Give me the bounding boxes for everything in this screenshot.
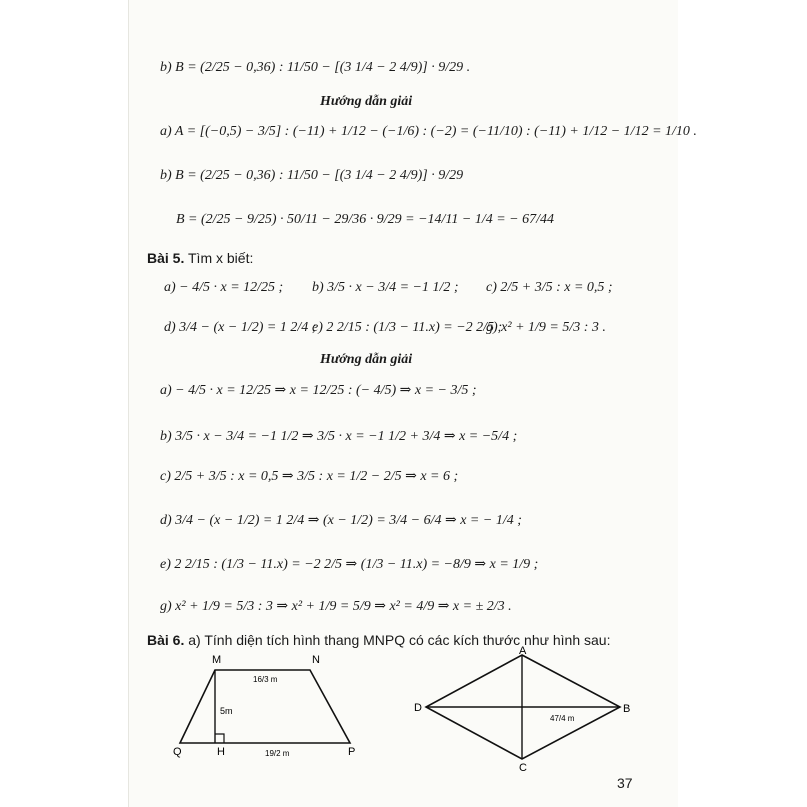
ex5-solution-g: g) x² + 1/9 = 5/3 : 3 ⇒ x² + 1/9 = 5/9 ⇒ x² = 4/9 ⇒ x = ± 2/3 . [160,599,512,614]
label-C: C [519,762,527,774]
ex5-solution-c: c) 2/5 + 3/5 : x = 0,5 ⇒ 3/5 : x = 1/2 − 2/5 ⇒ x = 6 ; [160,469,459,484]
label-bottom-length: 19/2 m [265,749,290,758]
ex5-solution-heading: Hướng dẫn giải [320,352,413,367]
ex4-solution-b2: B = (2/25 − 9/25) · 50/11 − 29/36 · 9/29 = −14/11 − 1/4 = − 67/44 [176,212,554,227]
ex5-g: g) x² + 1/9 = 5/3 : 3 . [486,320,606,335]
rhombus-figure [410,645,640,775]
ex5-solution-a: a) − 4/5 · x = 12/25 ⇒ x = 12/25 : (− 4/5) ⇒ x = − 3/5 ; [160,383,477,398]
ex5-label: Bài 5. [147,250,185,266]
ex5-solution-d: d) 3/4 − (x − 1/2) = 1 2/4 ⇒ (x − 1/2) = 3/4 − 6/4 ⇒ x = − 1/4 ; [160,513,522,528]
label-D: D [414,702,422,714]
label-half-diagonal: 47/4 m [550,714,575,723]
label-P: P [348,746,356,758]
right-angle-mark [215,734,224,743]
ex4-problem-b: b) B = (2/25 − 0,36) : 11/50 − [(3 1/4 − 2 4/9)] · 9/29 . [160,60,471,75]
label-height: 5m [220,706,233,716]
label-N: N [312,654,320,666]
ex5-solution-e: e) 2 2/15 : (1/3 − 11.x) = −2 2/5 ⇒ (1/3 − 11.x) = −8/9 ⇒ x = 1/9 ; [160,557,539,572]
ex5-text: Tìm x biết: [188,250,254,266]
ex5-a: a) − 4/5 · x = 12/25 ; [164,280,284,295]
ex5-c: c) 2/5 + 3/5 : x = 0,5 ; [486,280,613,295]
ex6-label: Bài 6. [147,632,185,648]
ex4-solution-heading: Hướng dẫn giải [320,94,413,109]
label-top-length: 16/3 m [253,675,278,684]
ex5-solution-b: b) 3/5 · x − 3/4 = −1 1/2 ⇒ 3/5 · x = −1 1/2 + 3/4 ⇒ x = −5/4 ; [160,429,518,444]
ex5-d: d) 3/4 − (x − 1/2) = 1 2/4 ; [164,320,317,335]
ex6-text: a) Tính diện tích hình thang MNPQ có các kích thước như hình sau: [188,632,611,648]
ex5-e: e) 2 2/15 : (1/3 − 11.x) = −2 2/5 ; [312,320,503,335]
ex5-title [147,250,253,266]
ex4-solution-b1: b) B = (2/25 − 0,36) : 11/50 − [(3 1/4 − 2 4/9)] · 9/29 [160,168,464,183]
page-number: 37 [617,775,633,791]
label-A: A [519,645,527,657]
label-H: H [217,746,225,758]
ex5-b: b) 3/5 · x − 3/4 = −1 1/2 ; [312,280,459,295]
label-M: M [212,654,222,666]
label-B: B [623,703,631,715]
label-Q: Q [173,746,182,758]
ex4-solution-a: a) A = [(−0,5) − 3/5] : (−11) + 1/12 − (−1/6) : (−2) = (−11/10) : (−11) + 1/12 − 1/12 = 1/10 . [160,124,697,139]
trapezoid-figure [165,650,365,775]
